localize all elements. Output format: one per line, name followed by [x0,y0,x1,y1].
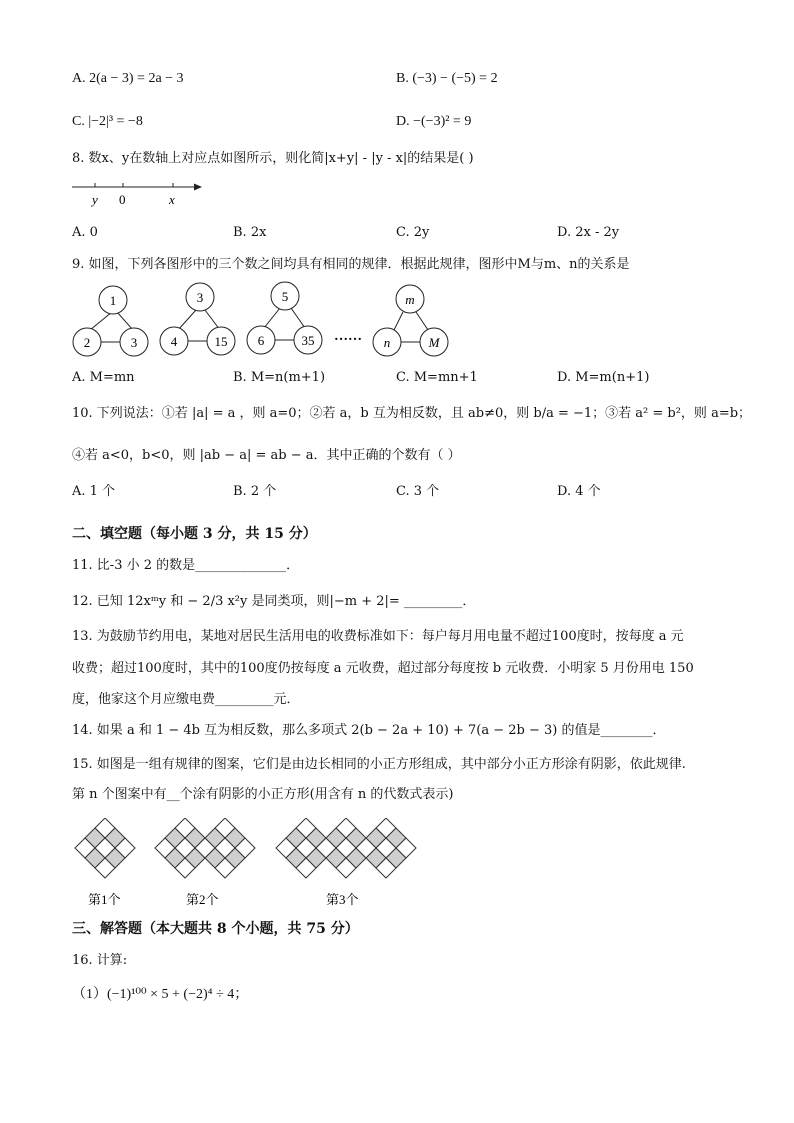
axis-label-y: y [92,192,98,207]
section-3-heading: 三、解答题（本大题共 8 个小题，共 75 分） [72,921,359,937]
g1-left: 2 [83,335,91,350]
q13-line-1: 13. 为鼓励节约用电，某地对居民生活用电的收费标准如下：每户每月用电量不超过100度时，按每度 a 元 [72,629,684,644]
q8-option-d: D. 2x - 2y [557,225,620,240]
q13-line-2: 收费；超过100度时，其中的100度仍按每度 a 元收费，超过部分每度按 b 元收费．小明家 5 月份用电 150 [72,661,694,676]
circle-group-3 [247,282,322,354]
q10-option-b: B. 2 个 [233,484,277,499]
g4-right: M [428,335,440,350]
q7-option-a: A. 2(a − 3) = 2a − 3 [72,71,184,86]
q7-option-d: D. −(−3)² = 9 [396,114,472,129]
circle-group-1 [73,286,148,356]
q8-option-b: B. 2x [233,225,267,240]
q15-line-2: 第 n 个图案中有__个涂有阴影的小正方形(用含有 n 的代数式表示) [72,787,454,802]
q12: 12. 已知 12xᵐy 和 − 2/3 x²y 是同类项，则|−m + 2|= _________． [72,594,476,609]
q9-stem: 9. 如图，下列各图形中的三个数之间均具有相同的规律．根据此规律，图形中M与m、n的关系是 [72,257,630,272]
q10-line-1: 10. 下列说法：①若 |a| = a ，则 a=0；②若 a，b 互为相反数，且 ab≠0，则 b/a = −1；③若 a² = b²，则 a=b； [72,406,752,421]
ellipsis-dots: …… [334,329,362,344]
q9-option-c: C. M=mn+1 [396,370,478,385]
tile-caption: 第1个 [88,892,121,907]
q11: 11. 比-3 小 2 的数是______________． [72,558,300,573]
q10-option-d: D. 4 个 [557,484,601,499]
g3-top: 5 [281,289,289,304]
q7-option-b: B. (−3) − (−5) = 2 [396,71,498,86]
number-line-figure [70,178,210,208]
section-2-heading: 二、填空题（每小题 3 分，共 15 分） [72,526,317,542]
q8-option-c: C. 2y [396,225,430,240]
g4-top: m [405,292,415,307]
q8-stem: 8. 数x、y在数轴上对应点如图所示，则化简|x+y| - |y - x|的结果是( ) [72,151,474,166]
q9-option-d: D. M=m(n+1) [557,370,650,385]
q7-option-c: C. |−2|³ = −8 [72,114,143,129]
g2-right: 15 [214,334,228,349]
tile-caption: 第3个 [326,892,359,907]
q8-option-a: A. 0 [72,225,98,240]
g1-top: 1 [109,293,117,308]
q10-option-a: A. 1 个 [72,484,116,499]
q9-option-a: A. M=mn [72,370,135,385]
tile-pattern-figure [70,818,420,910]
g2-top: 3 [196,290,204,305]
axis-label-zero: 0 [119,192,126,207]
q15-line-1: 15. 如图是一组有规律的图案，它们是由边长相同的小正方形组成，其中部分小正方形涂有阴影，依此规律. [72,757,686,772]
g3-left: 6 [257,333,265,348]
g1-right: 3 [130,335,138,350]
q9-option-b: B. M=n(m+1) [233,370,326,385]
axis-label-x: x [169,192,175,207]
q16-title: 16. 计算: [72,953,128,968]
g2-left: 4 [170,334,178,349]
tile-caption: 第2个 [186,892,219,907]
circle-group-4 [373,285,448,356]
q13-line-3: 度，他家这个月应缴电费_________元． [72,692,300,707]
q16-part-1: （1）(−1)¹⁰⁰ × 5 + (−2)⁴ ÷ 4； [72,987,249,1002]
circle-pattern-figure [60,280,460,360]
circle-group-2 [160,283,235,355]
g4-left: n [383,335,391,350]
q10-option-c: C. 3 个 [396,484,440,499]
g3-right: 35 [301,333,315,348]
q10-line-2: ④若 a<0，b<0，则 |ab − a| = ab − a．其中正确的个数有（ ） [72,448,461,463]
q14: 14. 如果 a 和 1 − 4b 互为相反数，那么多项式 2(b − 2a + 10) + 7(a − 2b − 3) 的值是________． [72,723,666,738]
